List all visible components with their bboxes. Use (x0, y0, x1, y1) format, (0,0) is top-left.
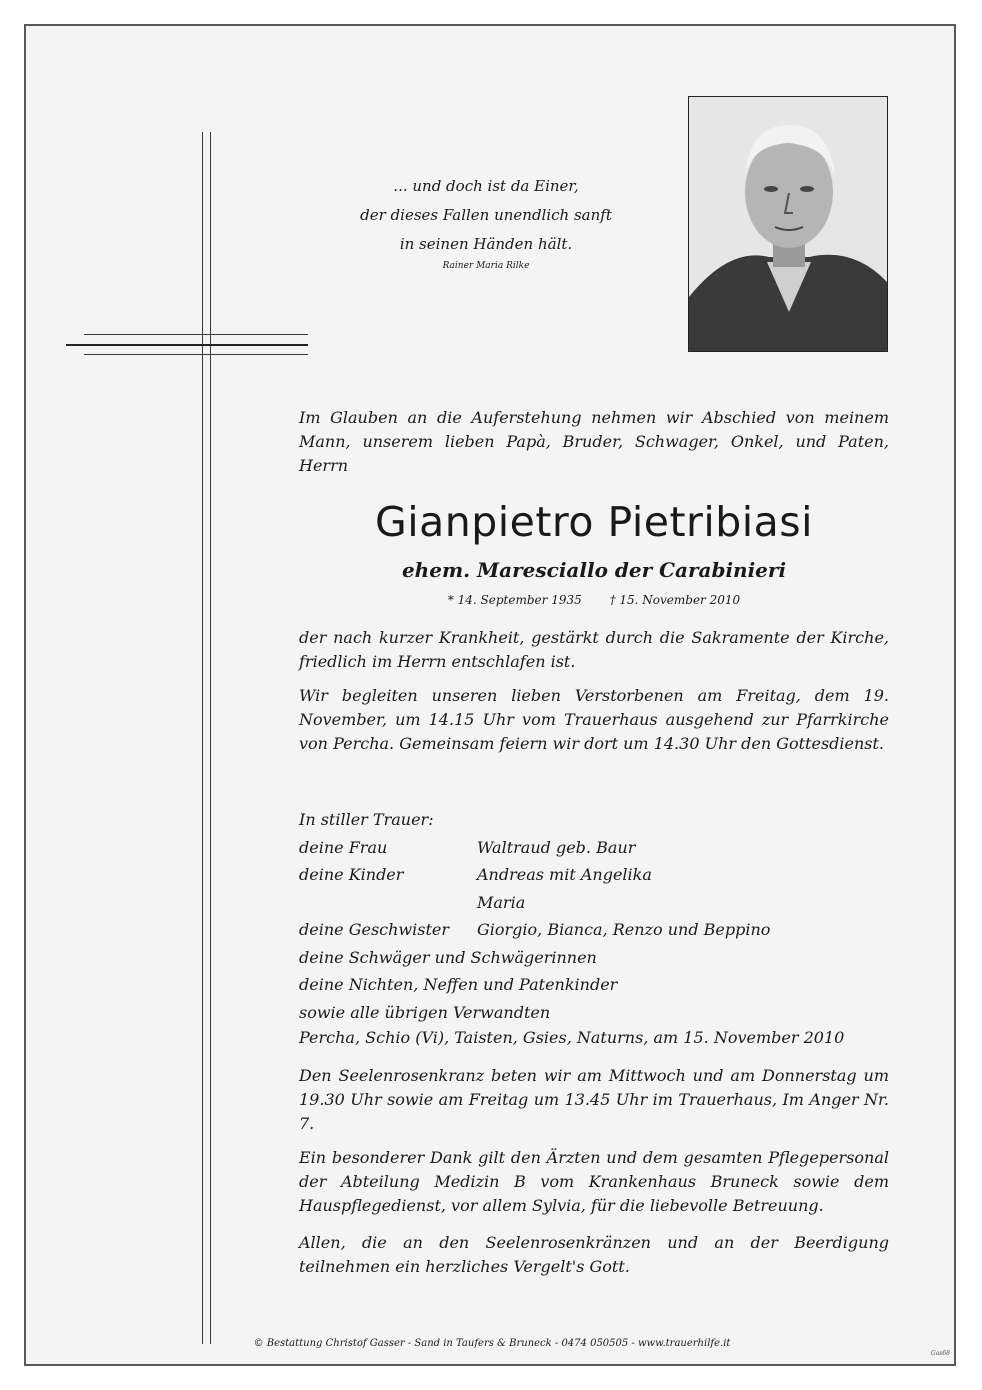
life-dates (299, 591, 889, 609)
death-date: † 15. November 2010 (609, 593, 741, 607)
mourning-heading: In stiller Trauer: (299, 810, 434, 829)
list-item (299, 944, 889, 972)
list-item (299, 834, 889, 862)
portrait-photo-icon (689, 97, 887, 351)
list-item (299, 999, 889, 1027)
mourner-relation: deine Frau (299, 837, 388, 857)
portrait-photo (688, 96, 888, 352)
quote-line: in seinen Händen hält. (399, 235, 573, 253)
list-item (299, 861, 889, 889)
thanks-paragraph: Ein besonderer Dank gilt den Ärzten und dem gesamten Pflegepersonal der Abteilung Medizin B vom Krankenhaus Bruneck sowie dem Hauspflegedienst, vor allem Sylvia, für die liebevolle Betreuung. (299, 1148, 889, 1215)
footer-credit: © Bestattung Christof Gasser - Sand in Taufers & Bruneck - 0474 050505 - www.trauerhilfe.it (253, 1338, 731, 1349)
cross-horizontal-line-top (84, 334, 308, 335)
document-code: Gas68 (930, 1350, 950, 1357)
mourner-names: Waltraud geb. Baur (477, 837, 636, 857)
mourner-relation: deine Nichten, Neffen und Patenkinder (299, 975, 618, 994)
mourner-relation: sowie alle übrigen Verwandten (299, 1002, 551, 1022)
mourners-list (299, 806, 889, 1026)
intro-paragraph: Im Glauben an die Auferstehung nehmen wir Abschied von meinem Mann, unserem lieben Papà, Bruder, Schwager, Onkel, und Paten, Herrn (299, 408, 889, 475)
mourner-names: Andreas mit Angelika (477, 865, 652, 884)
death-paragraph: der nach kurzer Krankheit, gestärkt durch die Sakramente der Kirche, friedlich im Herrn entschlafen ist. (299, 628, 889, 671)
cross-vertical-beam (202, 132, 211, 1344)
parte-card (24, 24, 956, 1366)
mourner-names: Giorgio, Bianca, Renzo und Beppino (477, 920, 771, 939)
list-item (299, 889, 889, 917)
mourner-relation (299, 889, 477, 917)
list-item (299, 971, 889, 999)
birth-date: * 14. September 1935 (447, 593, 582, 607)
cross-horizontal-beam (66, 344, 308, 346)
quote-line: ... und doch ist da Einer, (393, 177, 579, 195)
deceased-rank: ehem. Maresciallo der Carabinieri (401, 558, 787, 582)
quote-line: der dieses Fallen unendlich sanft (360, 206, 612, 224)
rosary-paragraph: Den Seelenrosenkranz beten wir am Mittwoch und am Donnerstag um 19.30 Uhr sowie am Freitag um 13.45 Uhr im Trauerhaus, Im Anger Nr. 7. (299, 1066, 889, 1133)
list-item (299, 916, 889, 944)
closing-paragraph: Allen, die an den Seelenrosenkränzen und an der Beerdigung teilnehmen ein herzliches Vergelt's Gott. (299, 1233, 889, 1276)
quote-author: Rainer Maria Rilke (442, 261, 530, 271)
mourner-names: Maria (477, 892, 526, 912)
funeral-paragraph: Wir begleiten unseren lieben Verstorbenen am Freitag, dem 19. November, um 14.15 Uhr vom Trauerhaus ausgehend zur Pfarrkirche von Percha. Gemeinsam feiern wir dort um 14.30 Uhr den Gottesdienst. (299, 686, 889, 753)
place-date: Percha, Schio (Vi), Taisten, Gsies, Naturns, am 15. November 2010 (299, 1028, 845, 1047)
deceased-name: Gianpietro Pietribiasi (374, 498, 814, 546)
rilke-quote (336, 172, 636, 273)
cross-horizontal-line-bottom (84, 354, 308, 355)
mourner-relation: deine Schwäger und Schwägerinnen (299, 947, 597, 967)
mourner-relation: deine Geschwister (299, 920, 449, 939)
mourner-relation: deine Kinder (299, 865, 404, 884)
